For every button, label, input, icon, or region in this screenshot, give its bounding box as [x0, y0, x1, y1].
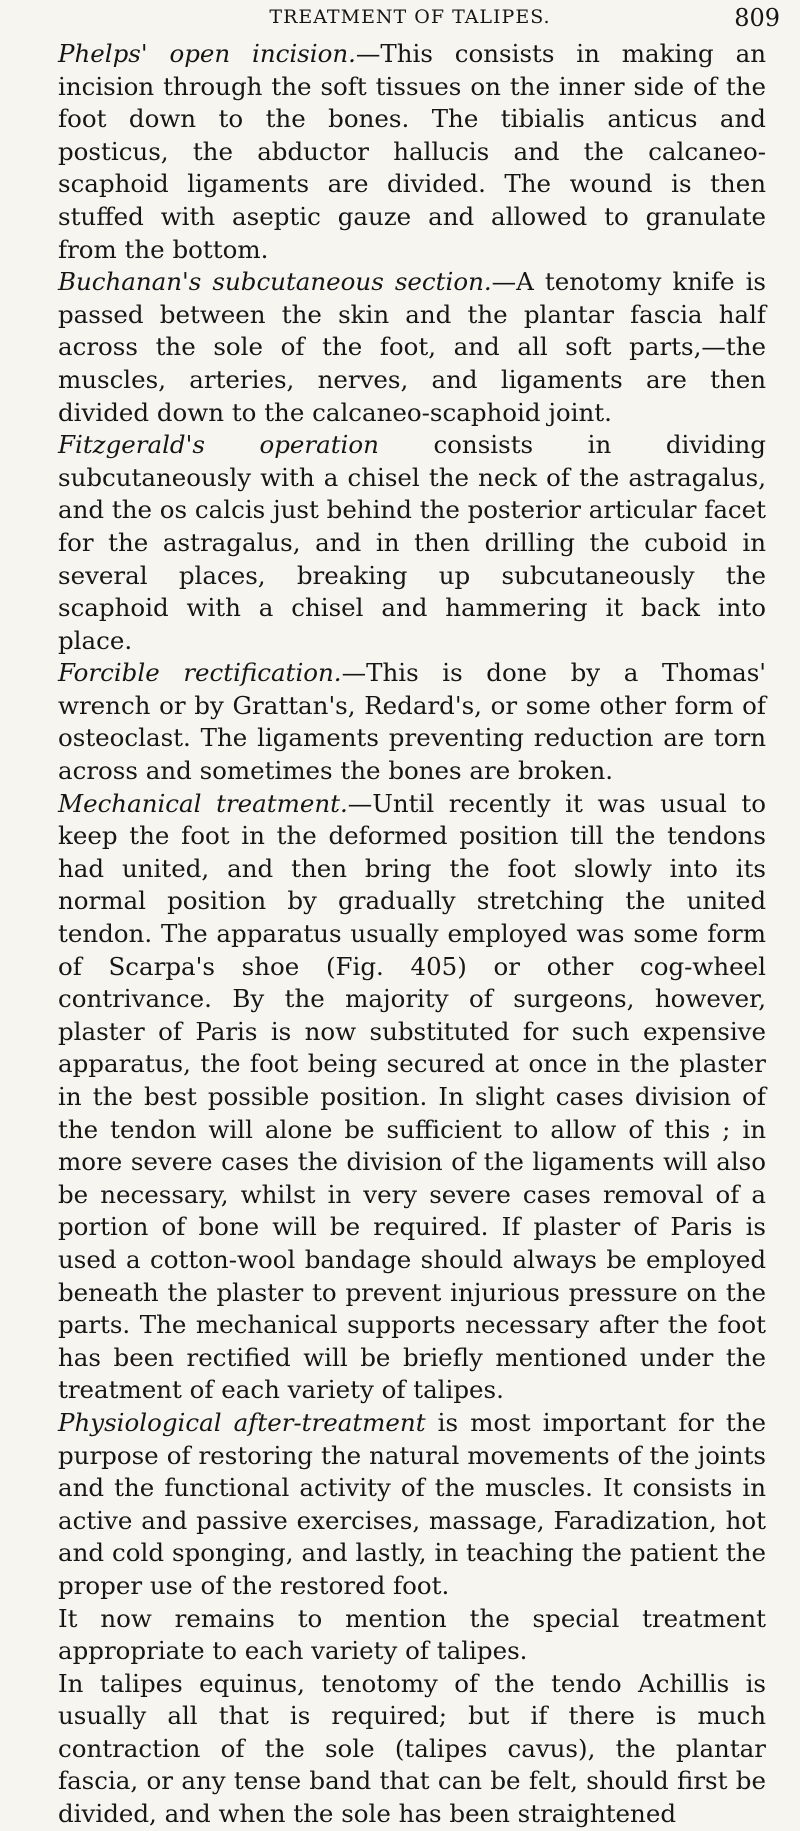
paragraph-lead: Physiological after-treatment [58, 1407, 426, 1437]
paragraph-lead: Mechanical treatment. [58, 788, 348, 818]
page-number: 809 [734, 4, 780, 32]
paragraph-lead: Fitzgerald's operation [58, 430, 379, 460]
paragraph-text: —Until recently it was usual to keep the foot in the deformed position till the tendons had united, and then bring the foot slowly into its normal position by gradually stretching the united tendon. The apparatus usually employed was some form of Scarpa's shoe (Fig. 405) or other cog-wheel contrivance. By the majority of surgeons, however, plaster of Paris is now substituted for such expensive apparatus, the foot being secured at once in the plaster in the best possible position. In slight cases division of the tendon will alone be sufficient to allow of this ; in more severe cases the division of the ligaments will also be necessary, whilst in very severe cases removal of a portion of bone will be required. If plaster of Paris is used a cotton-wool bandage should always be employed beneath the plaster to prevent injurious pressure on the parts. The mechanical supports necessary after the foot has been rectified will be briefly mentioned under the treatment of each variety of talipes. [58, 788, 766, 1405]
paragraph-text: is most important for the purpose of restoring the natural movements of the joints and the functional activity of the muscles. It consists in active and passive exercises, massage, Faradization, hot and cold sponging, and lastly, in teaching the patient the proper use of the restored foot. [58, 1407, 766, 1600]
paragraph-text: —This consists in making an incision through the soft tissues on the inner side of the foot down to the bones. The tibialis anticus and posticus, the abductor hallucis and the calcaneo-scaphoid ligaments are divided. The wound is then stuffed with aseptic gauze and allowed to granulate from the bottom. [58, 39, 766, 264]
paragraph-buchanan [58, 266, 766, 429]
paragraph-lead: Phelps' open incision. [58, 39, 356, 68]
paragraph-lead: Buchanan's subcutaneous section. [58, 267, 492, 297]
paragraph-fitzgerald [58, 429, 766, 657]
running-head [40, 6, 780, 36]
paragraph-talipes-equinus [58, 1668, 766, 1831]
paragraph-text: It now remains to mention the special treatment appropriate to each variety of talipes. [58, 1603, 766, 1666]
paragraph-mechanical-treatment [58, 788, 766, 1407]
paragraph-text: consists in dividing subcutaneously with a chisel the neck of the astragalus, and the os calcis just behind the posterior articular facet for the astragalus, and in then drilling the cuboid in several places, breaking up subcutaneously the scaphoid with a chisel and hammering it back into place. [58, 430, 766, 655]
paragraph-text: —This is done by a Thomas' wrench or by Grattan's, Redard's, or some other form of osteoclast. The ligaments preventing reduction are torn across and sometimes the bones are broken. [58, 658, 767, 786]
paragraph-forcible-rectification [58, 657, 766, 787]
paragraph-text: —A tenotomy knife is passed between the skin and the plantar fascia half across the sole of the foot, and all soft parts,—the muscles, arteries, nerves, and ligaments are then divided down to the calcaneo-scaphoid joint. [58, 267, 766, 427]
paragraph-special-treatment-intro [58, 1603, 766, 1668]
paragraph-lead: Forcible rectification. [58, 658, 342, 688]
paragraph-phelps [58, 38, 766, 266]
paragraph-physiological-after-treatment [58, 1407, 766, 1603]
running-title: TREATMENT OF TALIPES. [269, 6, 551, 28]
paragraph-text: In talipes equinus, tenotomy of the tendo Achillis is usually all that is required; but if there is much contraction of the sole (talipes cavus), the plantar fascia, or any tense band that can be felt, should first be divided, and when the sole has been straightened [58, 1668, 766, 1829]
body-text [58, 38, 766, 1831]
